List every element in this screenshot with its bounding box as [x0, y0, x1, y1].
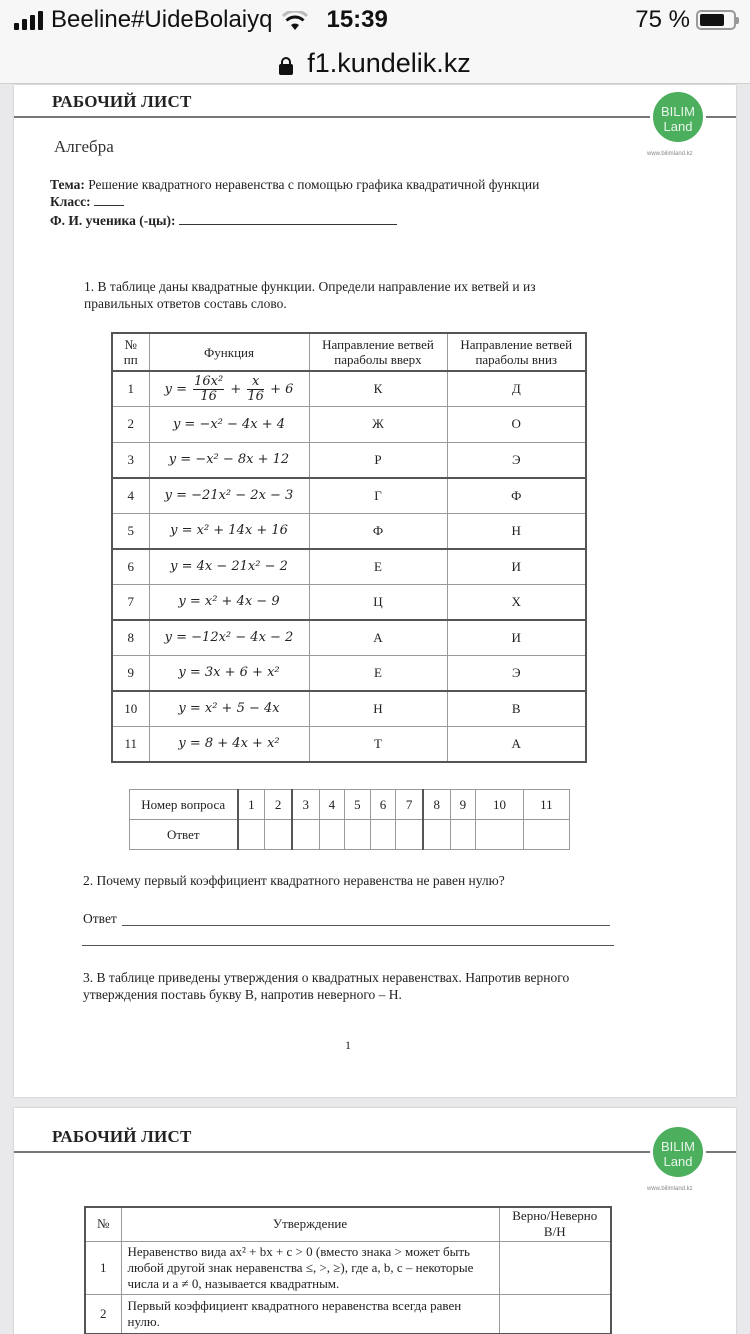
header-number: № пп — [112, 333, 149, 371]
header-function: Функция — [149, 333, 309, 371]
letter-up: Е — [309, 655, 447, 691]
row-number: 2 — [85, 1294, 121, 1334]
answer-cell[interactable] — [370, 820, 396, 850]
letter-down: Э — [447, 442, 586, 478]
question-number: 11 — [523, 790, 569, 820]
question-number-row — [130, 790, 570, 820]
statements-table — [84, 1206, 612, 1334]
verdict-cell[interactable] — [499, 1241, 611, 1294]
answer-cell[interactable] — [523, 820, 569, 850]
page-number: 1 — [345, 1038, 351, 1052]
row-number: 3 — [112, 442, 149, 478]
question-number: 8 — [423, 790, 450, 820]
function-formula: y = x² + 5 − 4x — [149, 691, 309, 727]
function-formula: y = 3x + 6 + x² — [149, 655, 309, 691]
table-row — [112, 620, 586, 656]
table-row — [85, 1294, 611, 1334]
question-number: 6 — [370, 790, 396, 820]
verdict-cell[interactable] — [499, 1294, 611, 1334]
letter-down: И — [447, 620, 586, 656]
function-formula: y = $\frac{\text{16x²}}{16}$ + $\frac{x}{16}$ + 6 — [149, 371, 309, 407]
letter-up: Ф — [309, 513, 447, 549]
letter-down: Э — [447, 655, 586, 691]
row-number: 5 — [112, 513, 149, 549]
statement-text: Неравенство вида ax² + bx + c > 0 (вместо знака > может быть любой другой знак неравенства ≤, >, ≥), где a, b, c – некоторые числа и a ≠ 0, называется квадратным. — [121, 1241, 499, 1294]
document-page-1 — [14, 85, 736, 1097]
letter-up: Н — [309, 691, 447, 727]
table-row — [112, 371, 586, 407]
table-row — [112, 655, 586, 691]
address-bar[interactable] — [0, 44, 750, 84]
wifi-icon — [282, 10, 308, 30]
question-number: 10 — [476, 790, 524, 820]
answer-label: Ответ — [130, 820, 238, 850]
answers-grid — [129, 789, 570, 850]
letter-down: Х — [447, 584, 586, 620]
question-number: 3 — [292, 790, 319, 820]
student-line — [50, 213, 397, 229]
row-number: 1 — [112, 371, 149, 407]
logo-text-line1: BILIM — [661, 104, 695, 119]
answer-cell[interactable] — [345, 820, 371, 850]
table-row — [112, 478, 586, 514]
logo-url: www.bilimland.kz — [647, 151, 693, 157]
carrier-name: Beeline#UideBolaiyq — [51, 6, 273, 33]
letter-up: Р — [309, 442, 447, 478]
function-formula: y = −x² − 4x + 4 — [149, 407, 309, 443]
clock: 15:39 — [326, 6, 388, 33]
question-number: 7 — [396, 790, 423, 820]
question-number: 2 — [265, 790, 292, 820]
student-name-blank[interactable] — [179, 213, 397, 225]
function-formula: y = −21x² − 2x − 3 — [149, 478, 309, 514]
student-label: Ф. И. ученика (-цы): — [50, 213, 176, 228]
statement-text: Первый коэффициент квадратного неравенства всегда равен нулю. — [121, 1294, 499, 1334]
bilimland-logo — [650, 1124, 706, 1180]
logo-text-line2: Land — [663, 1154, 693, 1169]
table-row — [112, 442, 586, 478]
class-label: Класс: — [50, 194, 91, 209]
status-bar — [0, 0, 750, 44]
function-formula: y = x² + 14x + 16 — [149, 513, 309, 549]
table-row — [112, 726, 586, 762]
row-number: 7 — [112, 584, 149, 620]
question-number: 9 — [450, 790, 476, 820]
worksheet-title: РАБОЧИЙ ЛИСТ — [52, 92, 192, 111]
row-number: 6 — [112, 549, 149, 585]
bilimland-logo — [650, 89, 706, 145]
letter-down: Ф — [447, 478, 586, 514]
functions-table — [111, 332, 587, 763]
battery-percent: 75 % — [635, 6, 690, 33]
battery-icon — [696, 10, 736, 30]
signal-icon — [14, 10, 43, 30]
header-number: № — [85, 1207, 121, 1241]
question-number: 1 — [238, 790, 265, 820]
header-divider — [14, 1151, 736, 1153]
answer-cell[interactable] — [423, 820, 450, 850]
subject-label: Алгебра — [54, 137, 114, 156]
worksheet-title: РАБОЧИЙ ЛИСТ — [52, 1127, 192, 1146]
table-row — [112, 584, 586, 620]
topic-line — [50, 177, 539, 193]
header-verdict: Верно/Неверно В/Н — [499, 1207, 611, 1241]
topic-label: Тема: — [50, 177, 85, 192]
row-number: 1 — [85, 1241, 121, 1294]
row-number: 8 — [112, 620, 149, 656]
logo-text-line2: Land — [663, 119, 693, 134]
letter-down: Н — [447, 513, 586, 549]
table-row — [112, 513, 586, 549]
answer-prompt: Ответ — [83, 911, 117, 926]
letter-down: О — [447, 407, 586, 443]
task-3-text: 3. В таблице приведены утверждения о квадратных неравенствах. Напротив верного утверждения поставь букву В, напротив неверного – Н. — [83, 970, 570, 1002]
header-branches-down: Направление ветвей параболы вниз — [447, 333, 586, 371]
class-blank[interactable] — [94, 194, 124, 206]
logo-url: www.bilimland.kz — [647, 1186, 693, 1192]
letter-up: Е — [309, 549, 447, 585]
row-number: 2 — [112, 407, 149, 443]
topic-value: Решение квадратного неравенства с помощью графика квадратичной функции — [88, 177, 540, 192]
letter-up: Ж — [309, 407, 447, 443]
table-row — [112, 407, 586, 443]
letter-down: В — [447, 691, 586, 727]
letter-up: К — [309, 371, 447, 407]
answer-cell[interactable] — [319, 820, 345, 850]
letter-down: А — [447, 726, 586, 762]
task-2-text: 2. Почему первый коэффициент квадратного неравенства не равен нулю? — [83, 873, 505, 888]
header-branches-up: Направление ветвей параболы вверх — [309, 333, 447, 371]
function-formula: y = 4x − 21x² − 2 — [149, 549, 309, 585]
header-divider — [14, 116, 736, 118]
row-number: 11 — [112, 726, 149, 762]
class-line — [50, 194, 124, 210]
answer-cell[interactable] — [396, 820, 423, 850]
row-number: 9 — [112, 655, 149, 691]
table-row — [112, 549, 586, 585]
question-number-label: Номер вопроса — [130, 790, 238, 820]
row-number: 10 — [112, 691, 149, 727]
function-formula: y = −12x² − 4x − 2 — [149, 620, 309, 656]
answer-cell[interactable] — [450, 820, 476, 850]
answer-cell[interactable] — [265, 820, 292, 850]
header-statement: Утверждение — [121, 1207, 499, 1241]
answer-line-1[interactable] — [122, 925, 610, 926]
logo-text-line1: BILIM — [661, 1139, 695, 1154]
lock-icon — [279, 57, 293, 75]
function-formula: y = x² + 4x − 9 — [149, 584, 309, 620]
answer-cell[interactable] — [238, 820, 265, 850]
letter-down: И — [447, 549, 586, 585]
function-formula: y = −x² − 8x + 12 — [149, 442, 309, 478]
table-row — [112, 691, 586, 727]
table-header-row — [85, 1207, 611, 1241]
letter-up: Ц — [309, 584, 447, 620]
table-header-row — [112, 333, 586, 371]
answer-line-2[interactable] — [82, 945, 614, 946]
answer-cell[interactable] — [476, 820, 524, 850]
question-number: 4 — [319, 790, 345, 820]
answer-cell[interactable] — [292, 820, 319, 850]
function-formula: y = 8 + 4x + x² — [149, 726, 309, 762]
letter-up: Т — [309, 726, 447, 762]
url-domain[interactable]: f1.kundelik.kz — [307, 48, 471, 78]
letter-up: А — [309, 620, 447, 656]
question-number: 5 — [345, 790, 371, 820]
row-number: 4 — [112, 478, 149, 514]
answer-row — [130, 820, 570, 850]
letter-up: Г — [309, 478, 447, 514]
task-1-text: 1. В таблице даны квадратные функции. Определи направление их ветвей и из правильных ответов составь слово. — [84, 279, 536, 311]
document-page-2 — [14, 1108, 736, 1334]
letter-down: Д — [447, 371, 586, 407]
table-row — [85, 1241, 611, 1294]
